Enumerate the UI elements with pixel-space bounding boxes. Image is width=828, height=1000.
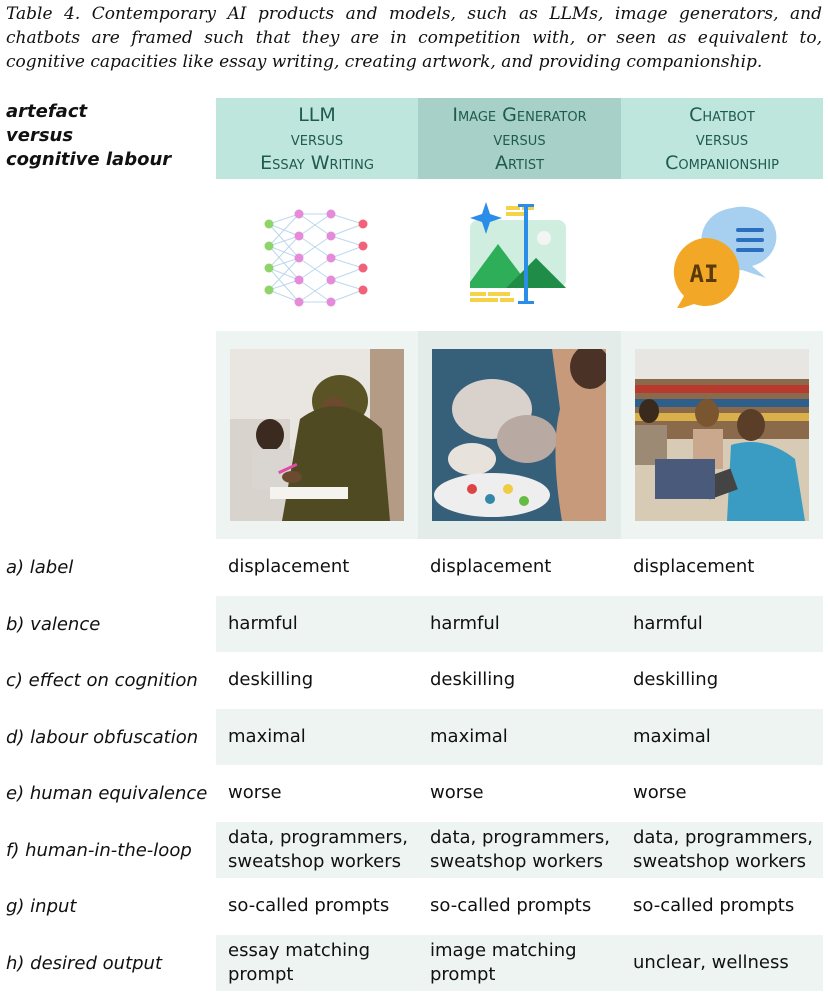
row-label: a) label [6, 556, 74, 578]
image-generator-icon [418, 190, 621, 316]
table-cell: worse [633, 782, 687, 803]
column-header-line: versus [695, 127, 749, 150]
column-header-line: versus [290, 127, 344, 150]
table-row [0, 765, 823, 821]
table-cell: image matching prompt [430, 940, 577, 985]
row-label: b) valence [6, 613, 101, 635]
table-cell: maximal [633, 726, 711, 747]
table-cell: data, programmers, sweatshop workers [430, 827, 610, 872]
table-cell: so-called prompts [430, 895, 592, 916]
row-label: f) human-in-the-loop [6, 839, 192, 861]
friends-talking-photo [635, 349, 809, 521]
column-header-line: LLM [298, 103, 336, 126]
column-header-line: versus [493, 127, 546, 150]
column-header-line: Essay Writing [260, 151, 374, 174]
neural-network-icon [216, 190, 418, 316]
ai-badge-text: AI [689, 260, 719, 288]
table-cell: deskilling [430, 669, 516, 690]
table-cell: essay matching prompt [228, 940, 370, 985]
header-left-line: artefact [6, 101, 88, 122]
header-left-line: cognitive labour [6, 149, 172, 170]
table-cell: unclear, wellness [633, 952, 789, 973]
table-cell: data, programmers, sweatshop workers [633, 827, 813, 872]
column-header-image-generator [418, 98, 621, 179]
artist-painting-photo [432, 349, 606, 521]
row-label: e) human equivalence [6, 782, 208, 804]
column-header-llm [216, 98, 418, 179]
student-writing-photo [230, 349, 404, 521]
table-cell: so-called prompts [633, 895, 795, 916]
table-cell: so-called prompts [228, 895, 390, 916]
table-cell: displacement [430, 556, 552, 577]
column-header-line: Companionship [665, 151, 779, 174]
table-cell: deskilling [228, 669, 314, 690]
table-cell: worse [430, 782, 484, 803]
row-label: g) input [6, 895, 77, 917]
table-cell: displacement [228, 556, 350, 577]
column-header-line: Image Generator [452, 103, 587, 126]
table-row [0, 652, 823, 708]
header-left-label [6, 100, 171, 172]
photo-cell [418, 331, 621, 539]
photo-cell [621, 331, 823, 539]
column-header-line: Artist [494, 151, 545, 174]
table-cell: maximal [228, 726, 306, 747]
table-row [0, 935, 823, 991]
table-cell: maximal [430, 726, 508, 747]
row-label: c) effect on cognition [6, 669, 198, 691]
table-row [0, 822, 823, 878]
table-cell: harmful [430, 613, 500, 634]
table-row [0, 596, 823, 652]
table-cell: worse [228, 782, 282, 803]
column-header-line: Chatbot [689, 103, 755, 126]
table-cell: deskilling [633, 669, 719, 690]
table-caption: Table 4. Contemporary AI products and models, such as LLMs, image generators, and chatbots are framed such that they are in competition with, or seen as equivalent to, cognitive capacities like essay writing, creating artwork, and providing companionship. [6, 4, 822, 72]
row-label: h) desired output [6, 952, 163, 974]
table-row [0, 709, 823, 765]
table-cell: harmful [633, 613, 703, 634]
photo-cell [216, 331, 418, 539]
table-cell: displacement [633, 556, 755, 577]
column-header-chatbot [621, 98, 823, 179]
table-cell: harmful [228, 613, 298, 634]
header-left-line: versus [6, 125, 74, 146]
table-row [0, 878, 823, 934]
table-cell: data, programmers, sweatshop workers [228, 827, 408, 872]
table-row [0, 539, 823, 595]
chat-bubbles-icon [621, 190, 823, 316]
row-label: d) labour obfuscation [6, 726, 199, 748]
